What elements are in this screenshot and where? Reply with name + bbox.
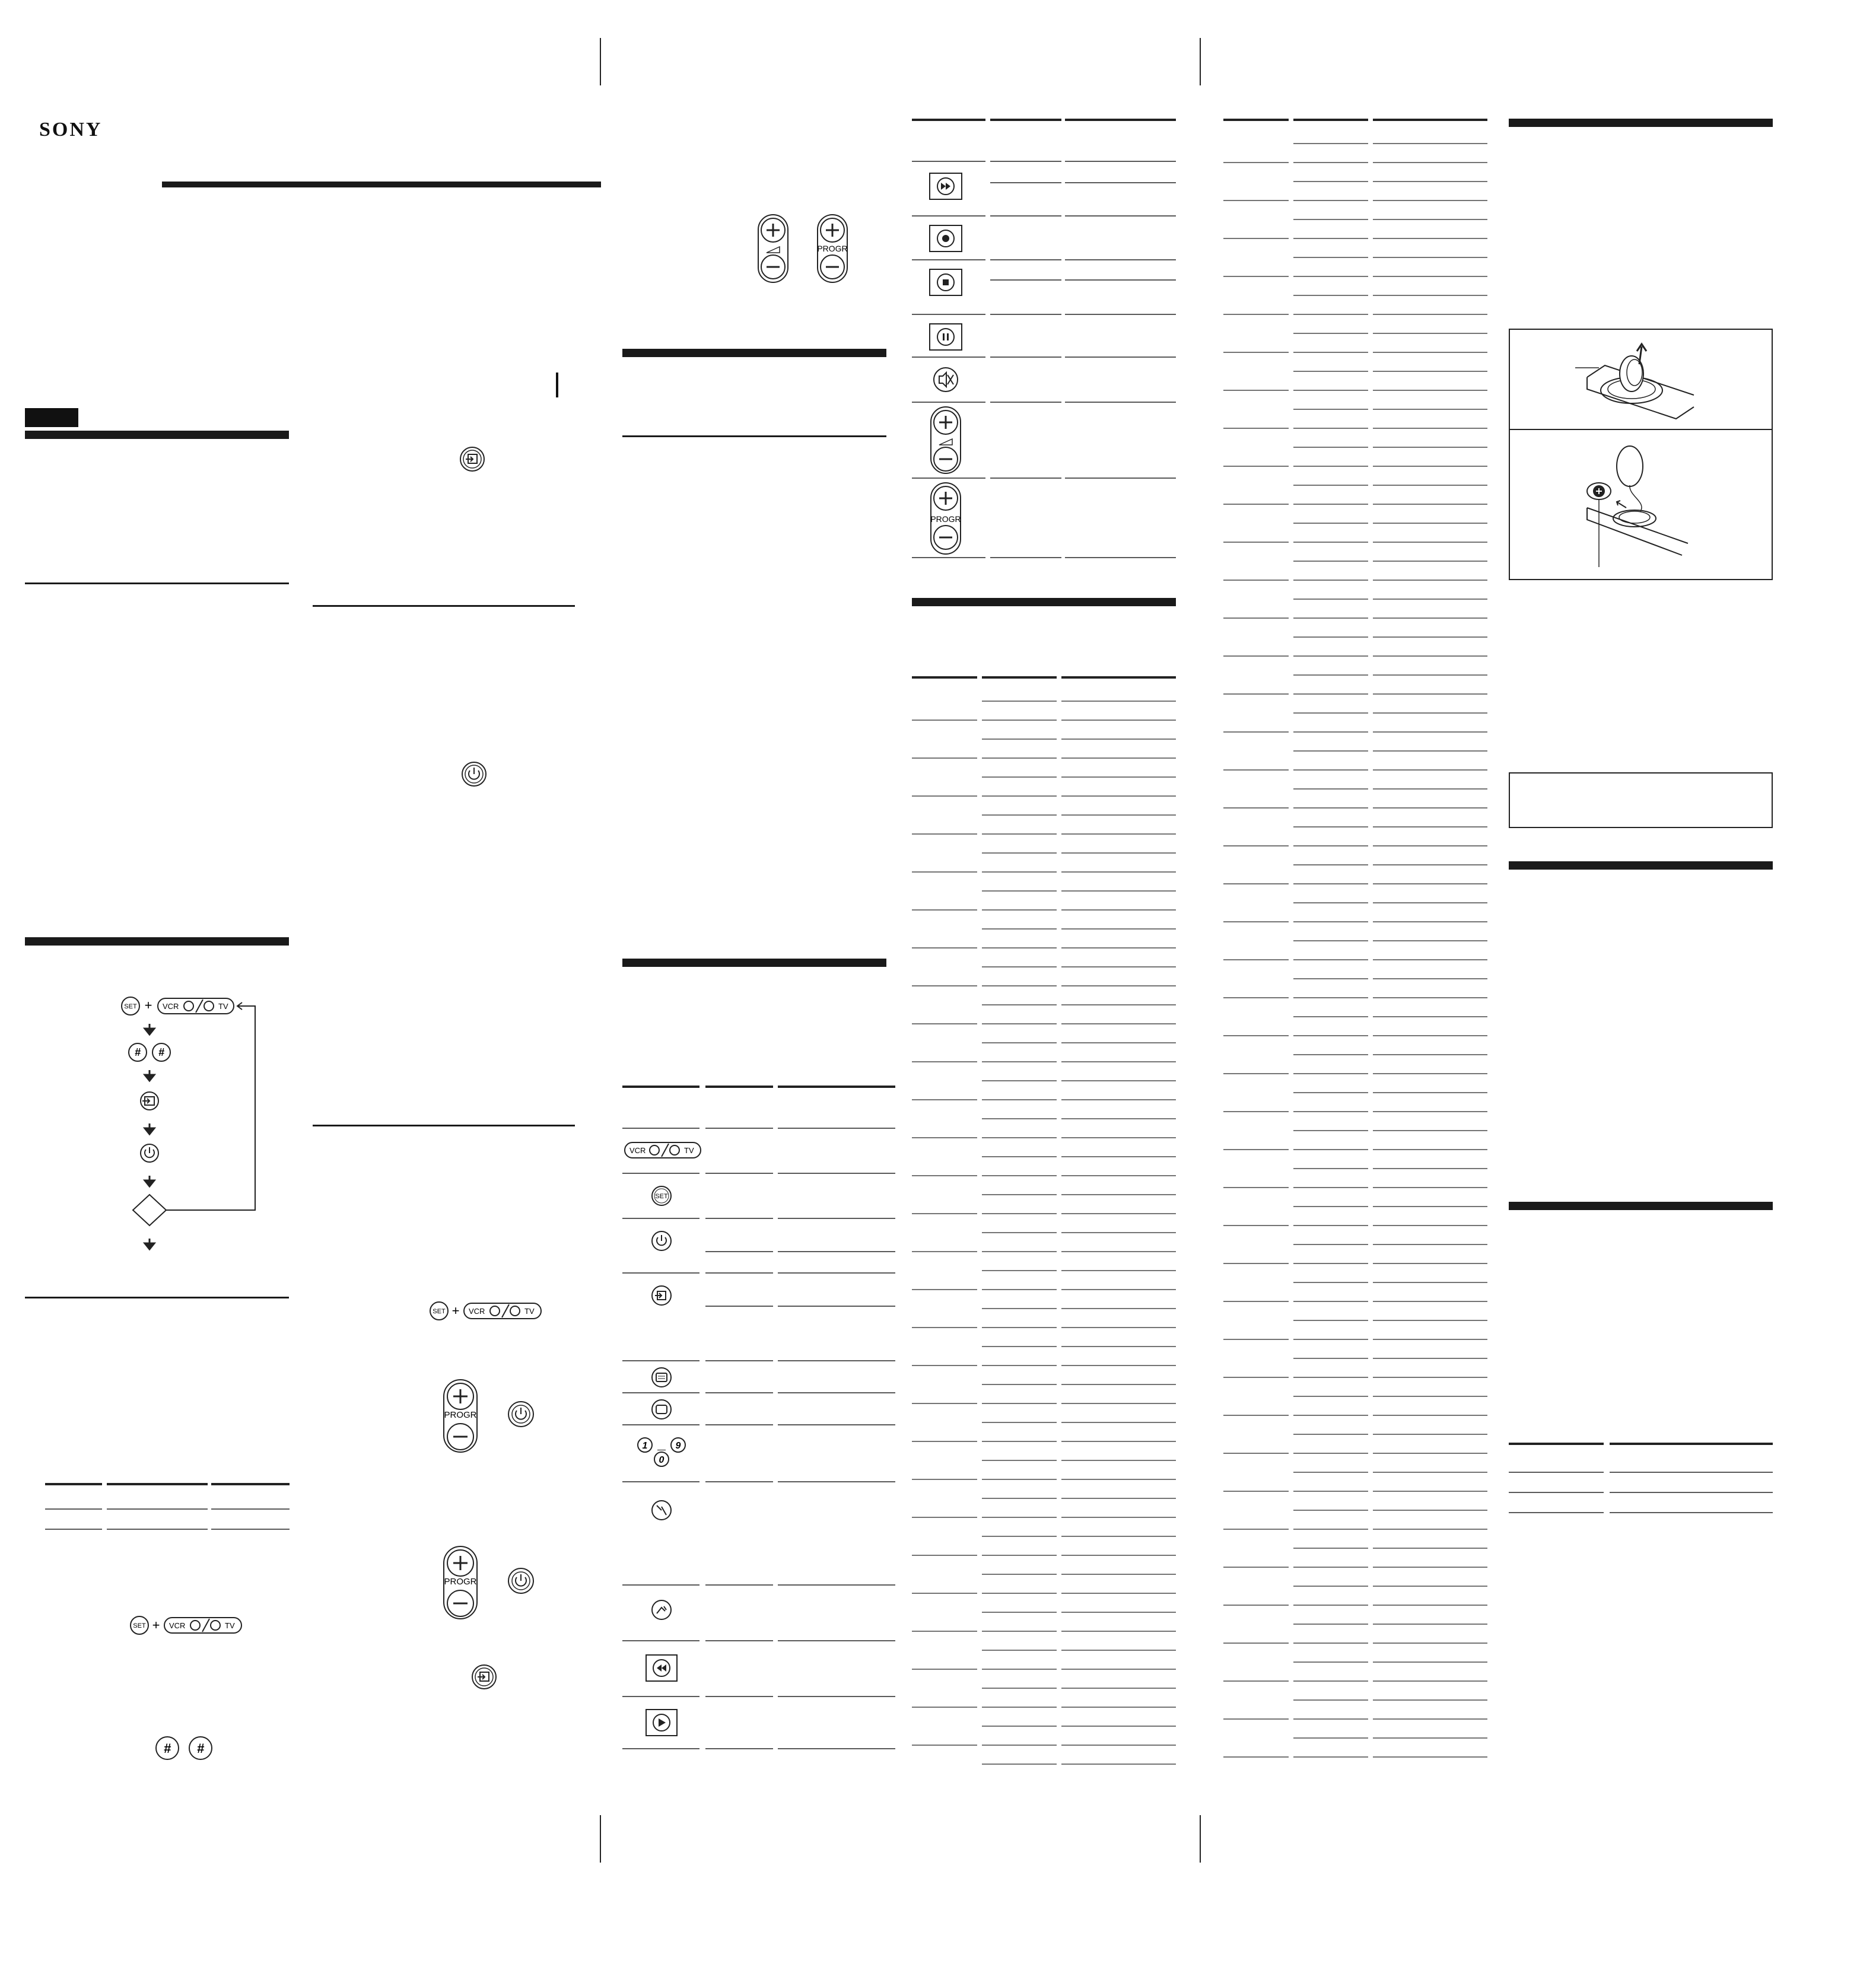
svg-text:VCR: VCR — [163, 1002, 179, 1011]
input-select-icon — [141, 1092, 158, 1110]
svg-text:PROGR: PROGR — [444, 1410, 477, 1420]
svg-text:SET: SET — [655, 1193, 668, 1200]
set-button-icon — [122, 997, 139, 1015]
brand-logo: SONY — [39, 119, 103, 141]
svg-text:PROGR: PROGR — [444, 1577, 477, 1587]
setup-flowchart — [113, 991, 279, 1258]
code-list-table-b — [1223, 119, 1487, 1768]
power-icon — [141, 1144, 158, 1162]
jump-icon — [652, 1600, 671, 1619]
section-rule-11 — [1509, 119, 1773, 127]
svg-text:9: 9 — [675, 1441, 681, 1451]
margin-bar — [556, 373, 558, 397]
code-table-small — [45, 1483, 290, 1530]
fold-mark-bottom-1 — [600, 1815, 601, 1863]
stop-icon — [930, 269, 962, 295]
svg-text:TV: TV — [684, 1146, 694, 1155]
button-function-table — [622, 1086, 895, 1750]
section-rule-8 — [622, 435, 886, 437]
svg-text:+: + — [152, 1618, 160, 1632]
progr-rocker-power-1 — [439, 1377, 540, 1454]
volume-progr-rockers — [753, 214, 860, 285]
digit-buttons-icon — [638, 1438, 685, 1466]
power-icon — [461, 761, 487, 787]
section-rule-9 — [622, 959, 886, 967]
title-rule — [162, 182, 601, 187]
input-select-icon-2 — [471, 1664, 497, 1690]
fold-mark-bottom-2 — [1200, 1815, 1201, 1863]
hash-pair-1 — [152, 1733, 217, 1763]
section-rule-13 — [1509, 1202, 1773, 1210]
vcr-tv-switch-icon — [158, 998, 234, 1014]
code-list-table-a — [912, 676, 1176, 1768]
teletext-icon — [652, 1368, 671, 1387]
svg-text:VCR: VCR — [469, 1307, 485, 1316]
tv-mode-icon — [652, 1400, 671, 1419]
volume-rocker-icon — [931, 407, 961, 473]
svg-text:+: + — [451, 1303, 460, 1318]
decision-diamond — [133, 1195, 166, 1226]
section-rule-7 — [622, 349, 886, 357]
play-icon — [646, 1710, 677, 1736]
vcr-tv-switch-icon — [625, 1142, 701, 1158]
section-rule-2 — [25, 583, 289, 584]
record-icon — [930, 225, 962, 252]
fold-mark-top-1 — [600, 38, 601, 85]
input-select-icon — [459, 446, 485, 472]
progr-rocker-power-2 — [439, 1544, 540, 1621]
section-rule-6 — [313, 1125, 575, 1126]
svg-text:SET: SET — [433, 1308, 446, 1315]
section-rule-5 — [313, 605, 575, 607]
power-icon — [652, 1231, 671, 1250]
double-digit-icon — [652, 1501, 671, 1520]
fold-mark-top-2 — [1200, 38, 1201, 85]
svg-text:VCR: VCR — [169, 1621, 186, 1630]
svg-text:#: # — [163, 1741, 171, 1756]
section-rule-12 — [1509, 861, 1773, 870]
battery-illustration — [1509, 329, 1773, 580]
set-vcr-tv-combo-2 — [427, 1298, 546, 1324]
section-rule-4 — [25, 1297, 289, 1298]
svg-text:SET: SET — [133, 1622, 146, 1629]
svg-text:VCR: VCR — [629, 1146, 646, 1155]
fast-forward-icon — [930, 173, 962, 199]
mute-icon — [934, 368, 958, 391]
vcr-function-table — [912, 119, 1176, 581]
progr-rocker-icon — [930, 483, 961, 554]
section-rule-1 — [25, 431, 289, 439]
svg-text:+: + — [144, 998, 152, 1013]
svg-text:—: — — [657, 1444, 666, 1454]
svg-text:0: 0 — [659, 1455, 664, 1465]
svg-text:TV: TV — [218, 1002, 228, 1011]
section-rule-3 — [25, 937, 289, 946]
svg-text:TV: TV — [225, 1621, 235, 1630]
input-select-icon — [652, 1286, 671, 1305]
svg-text:#: # — [158, 1046, 165, 1058]
set-vcr-tv-combo-1 — [128, 1612, 246, 1638]
svg-text:#: # — [134, 1046, 141, 1058]
svg-text:TV: TV — [524, 1307, 535, 1316]
spec-table — [1509, 1443, 1773, 1514]
svg-text:PROGR: PROGR — [930, 514, 961, 524]
svg-text:#: # — [196, 1741, 205, 1756]
rewind-icon — [646, 1655, 677, 1681]
section-rule-10 — [912, 598, 1176, 606]
set-button-icon — [652, 1186, 671, 1205]
note-box — [1509, 772, 1773, 828]
svg-text:PROGR: PROGR — [817, 244, 848, 253]
language-tab — [25, 408, 78, 427]
pause-icon — [930, 324, 962, 350]
svg-text:SET: SET — [124, 1003, 137, 1010]
svg-text:1: 1 — [642, 1441, 648, 1451]
hash-button-icon — [129, 1043, 170, 1061]
